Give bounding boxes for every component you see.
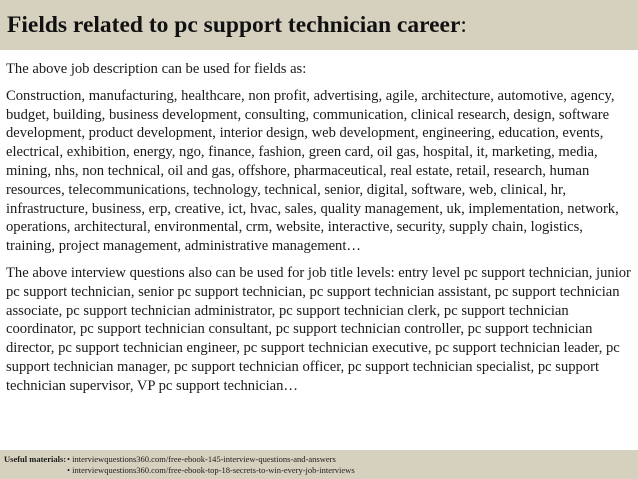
slide-title bbox=[7, 12, 467, 39]
slide-content bbox=[6, 60, 634, 396]
slide-title-text: Fields related to pc support technician career bbox=[7, 12, 461, 38]
footer-link-ebook-top-18[interactable]: • interviewquestions360.com/free-ebook-top-18-secrets-to-win-every-job-interviews bbox=[67, 465, 355, 475]
footer bbox=[0, 450, 638, 479]
footer-label: Useful materials: bbox=[4, 454, 67, 464]
fields-list: Construction, manufacturing, healthcare, non profit, advertising, agile, architecture, automotive, agency, budget, building, business development, consulting, communication, clinical research, design, software development, product development, interior design, web development, engineering, education, events, electrical, exhibition, energy, ngo, finance, fashion, green card, oil gas, hospital, it, marketing, media, mining, nhs, non technical, oil and gas, offshore, pharmaceutical, real estate, retail, research, human resources, telecommunications, technology, technical, senior, digital, software, web, clinical, hr, infrastructure, business, erp, creative, ict, hvac, sales, quality management, uk, implementation, network, operations, architectural, environmental, crm, website, interactive, security, supply chain, logistics, training, project management, administrative management… bbox=[6, 87, 619, 255]
intro-text: The above job description can be used for fields as: bbox=[6, 61, 307, 77]
footer-link-ebook-145[interactable]: • interviewquestions360.com/free-ebook-145-interview-questions-and-answers bbox=[67, 454, 336, 464]
job-levels-list: The above interview questions also can be used for job title levels: entry level pc support technician, junior pc support technician, senior pc support technician, pc support technician assistant, pc support technician associate, pc support technician administrator, pc support technician clerk, pc support technician coordinator, pc support technician consultant, pc support technician controller, pc support technician director, pc support technician engineer, pc support technician executive, pc support technician leader, pc support technician manager, pc support technician officer, pc support technician specialist, pc support technician supervisor, VP pc support technician… bbox=[6, 264, 631, 394]
slide-title-colon: : bbox=[460, 12, 467, 38]
title-bar bbox=[0, 0, 638, 50]
